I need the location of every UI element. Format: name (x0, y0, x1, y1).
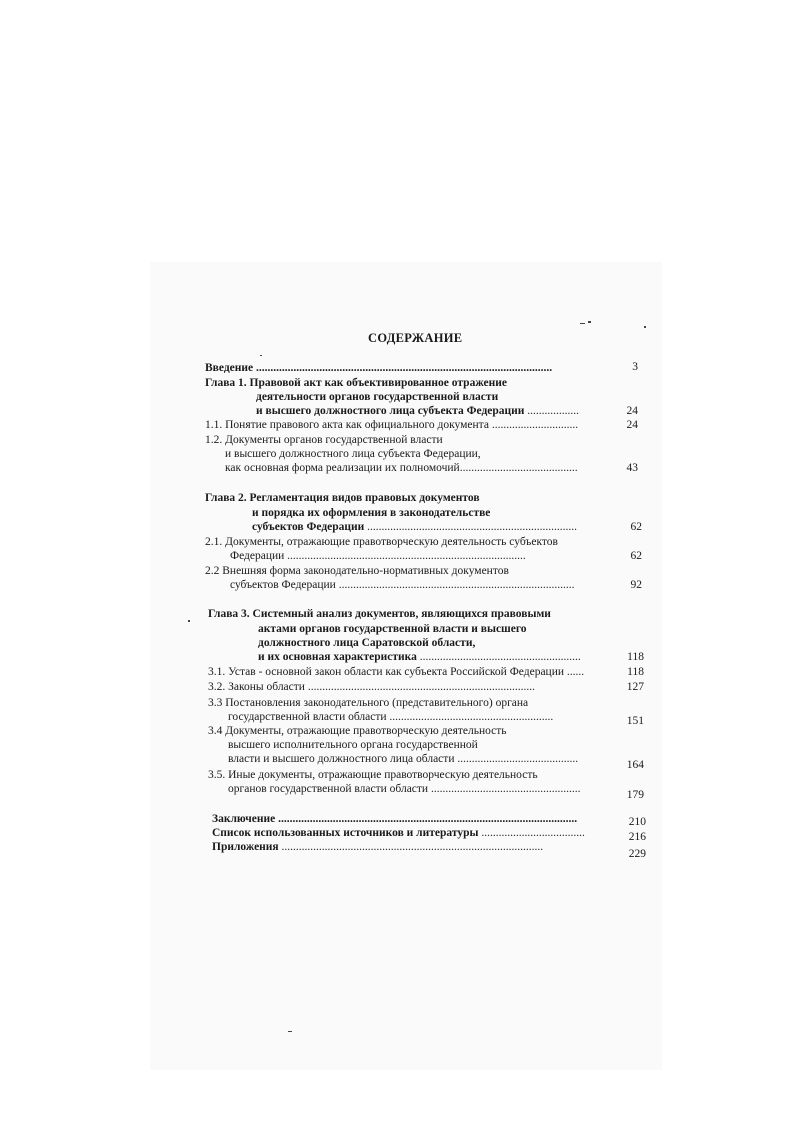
toc-page-number: 92 (630, 579, 642, 591)
toc-page-number: 216 (628, 831, 646, 843)
toc-entry-3-3-line1: 3.3 Постановления законодательного (представительного) органа (208, 697, 529, 709)
toc-chapter-2-line1: Глава 2. Регламентация видов правовых документов (205, 492, 480, 504)
toc-entry-3-5-line2: органов государственной власти области .................................................... (228, 783, 581, 795)
toc-entry-3-5-line1: 3.5. Иные документы, отражающие правотворческую деятельность (208, 769, 538, 781)
toc-page-number: 229 (628, 848, 646, 860)
toc-page-number: 151 (626, 715, 644, 727)
toc-page-number: 118 (627, 651, 644, 663)
toc-entry-1-2-line2: и высшего должностного лица субъекта Федерации, (225, 448, 481, 460)
toc-page-number: 179 (626, 789, 644, 801)
toc-entry-3-2: 3.2. Законы области ............................................................................... (208, 681, 535, 693)
toc-chapter-2-line3: субъектов Федерации ......................................................................... (252, 521, 578, 533)
scan-speck (260, 355, 262, 356)
toc-entry-3-4-line3: власти и высшего должностного лица области .......................................... (228, 753, 579, 765)
toc-heading: СОДЕРЖАНИЕ (368, 331, 463, 345)
toc-page-number: 118 (627, 666, 644, 678)
scan-speck (188, 620, 190, 622)
toc-chapter-1-line1: Глава 1. Правовой акт как объективированное отражение (205, 377, 507, 389)
toc-chapter-3-line2: актами органов государственной власти и высшего (258, 623, 527, 635)
toc-entry-3-4-line1: 3.4 Документы, отражающие правотворческую деятельность (208, 725, 507, 737)
toc-entry-conclusion: Заключение ........................................................................................................ (212, 813, 578, 825)
toc-entry-2-1-line2: Федерации ................................................................................... (230, 550, 526, 562)
scan-speck (588, 321, 591, 323)
toc-chapter-1-line2: деятельности органов государственной власти (256, 391, 499, 403)
toc-page-number: 24 (626, 419, 638, 431)
scan-speck (644, 326, 646, 328)
toc-chapter-3-line4: и их основная характеристика ........................................................ (258, 651, 581, 663)
toc-entry-1-2-line3: как основная форма реализации их полномочий......................................... (225, 462, 578, 474)
toc-page-number: 24 (626, 405, 638, 417)
toc-entry-appendices: Приложения ........................................................................................... (212, 841, 544, 853)
toc-page-number: 3 (632, 361, 638, 373)
toc-entry-bibliography: Список использованных источников и литературы .................................... (212, 827, 585, 839)
toc-chapter-1-line3: и высшего должностного лица субъекта Федерации .................. (256, 405, 580, 417)
toc-page-number: 43 (626, 462, 638, 474)
toc-entry-2-1-line1: 2.1. Документы, отражающие правотворческую деятельность субъектов (205, 536, 558, 548)
toc-page-number: 62 (630, 550, 642, 562)
toc-page-number: 164 (626, 759, 644, 771)
toc-entry-1-2-line1: 1.2. Документы органов государственной власти (205, 434, 443, 446)
toc-entry-2-2-line2: субъектов Федерации .................................................................................. (230, 579, 575, 591)
toc-entry-2-2-line1: 2.2 Внешняя форма законодательно-нормативных документов (205, 565, 509, 577)
toc-entry-3-1: 3.1. Устав - основной закон области как субъекта Российской Федерации ...... (208, 666, 585, 678)
scan-speck (288, 1031, 292, 1032)
toc-entry-1-1: 1.1. Понятие правового акта как официального документа .............................. (205, 419, 579, 431)
toc-chapter-3-line3: должностного лица Саратовской области, (258, 637, 476, 649)
toc-entry-3-4-line2: высшего исполнительного органа государственной (228, 739, 478, 751)
toc-chapter-2-line2: и порядка их оформления в законодательстве (252, 507, 491, 519)
toc-page-number: 127 (626, 681, 644, 693)
toc-page-number: 62 (630, 521, 642, 533)
toc-page-number: 210 (628, 816, 646, 828)
scan-speck (580, 323, 585, 324)
toc-entry-3-3-line2: государственной власти области ......................................................... (228, 711, 554, 723)
toc-entry-intro: Введение ....................................................................................................... (205, 362, 553, 374)
toc-chapter-3-line1: Глава 3. Системный анализ документов, являющихся правовыми (208, 608, 551, 620)
